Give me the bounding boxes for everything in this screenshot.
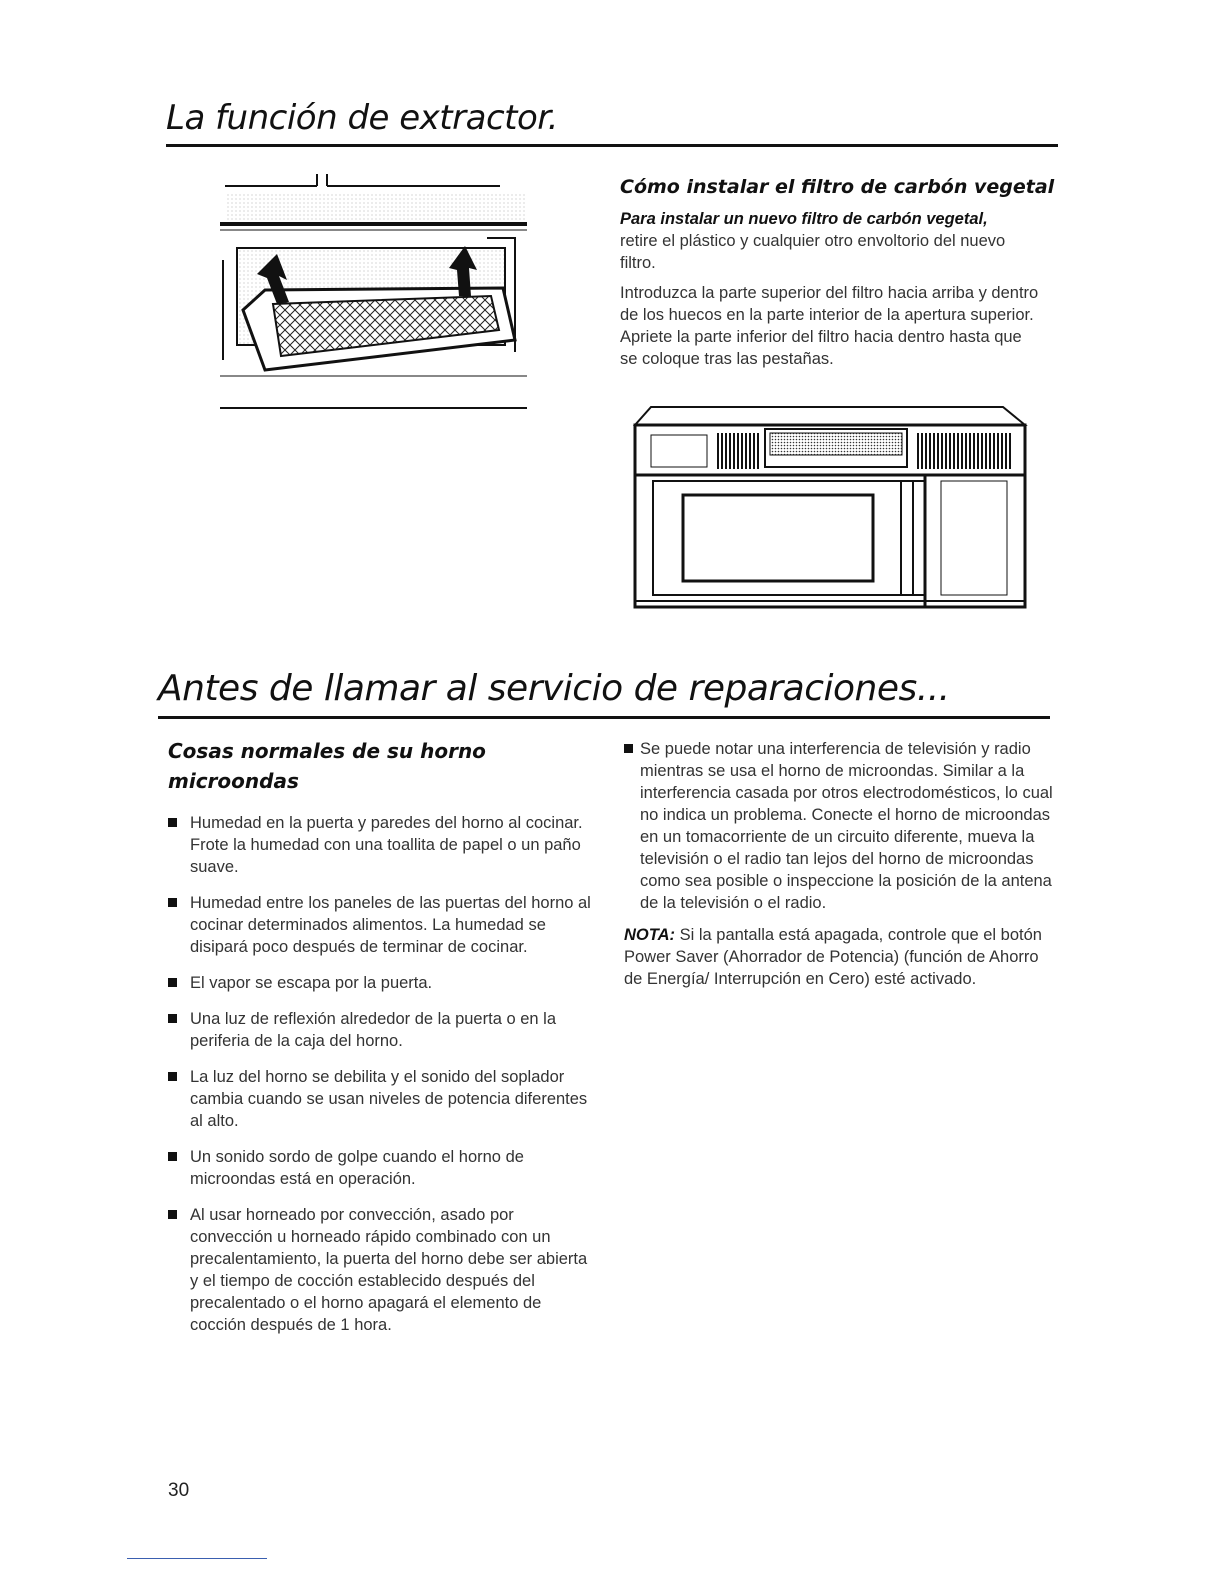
bullet-icon xyxy=(624,744,633,753)
microwave-front-illustration xyxy=(633,405,1033,611)
install-intro xyxy=(620,208,1040,274)
bullet-icon xyxy=(168,1210,177,1219)
normal-things-heading: Cosas normales de su horno microondas xyxy=(168,739,486,793)
title-underline xyxy=(166,144,1058,147)
install-filter-heading: Cómo instalar el filtro de carbón vegetal xyxy=(620,176,1055,198)
section-title-extractor: La función de extractor. xyxy=(166,98,558,138)
bullet-icon xyxy=(168,898,177,907)
bullet-icon xyxy=(168,1072,177,1081)
note-text: Si la pantalla está apagada, controle que el botón Power Saver (Ahorrador de Potencia) (función de Ahorro de Energía/ Interrupción en Cero) esté activado. xyxy=(624,926,1042,988)
footer-line xyxy=(127,1558,267,1559)
list-item: Al usar horneado por convección, asado por convección u horneado rápido combinado con un precalentamiento, la puerta del horno debe ser abierta y el tiempo de cocción establecido después del precalentado o el horno apagará el elemento de cocción después de 1 hora. xyxy=(168,1204,598,1336)
list-item: Humedad en la puerta y paredes del horno al cocinar. Frote la humedad con una toallita de papel o un paño suave. xyxy=(168,812,598,878)
bullet-icon xyxy=(168,978,177,987)
page-number: 30 xyxy=(168,1480,190,1501)
note-label: NOTA: xyxy=(624,926,676,944)
right-column xyxy=(624,738,1054,990)
list-item-interference: Se puede notar una interferencia de televisión y radio mientras se usa el horno de microondas. Similar a la interferencia casada por otros electrodomésticos, lo cual no indica un problema. Conecte el horno de microondas en un tomacorriente de un circuito diferente, mueva la televisión o el radio tan lejos del horno de microondas como sea posible o inspeccione la posición de la antena de la televisión o el radio. xyxy=(624,738,1054,914)
install-lead-rest: retire el plástico y cualquier otro envoltorio del nuevo filtro. xyxy=(620,232,1006,272)
bullet-icon xyxy=(168,1152,177,1161)
title-underline xyxy=(158,716,1050,719)
note-paragraph xyxy=(624,924,1054,990)
normal-things-list xyxy=(168,812,598,1350)
section-title-service: Antes de llamar al servicio de reparaciones... xyxy=(158,668,950,709)
list-item: Un sonido sordo de golpe cuando el horno de microondas está en operación. xyxy=(168,1146,598,1190)
charcoal-filter-illustration xyxy=(215,170,535,418)
bullet-icon xyxy=(168,1014,177,1023)
list-item: La luz del horno se debilita y el sonido del soplador cambia cuando se usan niveles de potencia diferentes al alto. xyxy=(168,1066,598,1132)
install-instructions xyxy=(620,208,1040,378)
bullet-icon xyxy=(168,818,177,827)
install-lead: Para instalar un nuevo filtro de carbón vegetal, xyxy=(620,210,988,228)
list-item: Humedad entre los paneles de las puertas del horno al cocinar determinados alimentos. La humedad se disipará poco después de terminar de cocinar. xyxy=(168,892,598,958)
list-item: El vapor se escapa por la puerta. xyxy=(168,972,598,994)
list-item: Una luz de reflexión alrededor de la puerta o en la periferia de la caja del horno. xyxy=(168,1008,598,1052)
install-paragraph: Introduzca la parte superior del filtro hacia arriba y dentro de los huecos en la parte interior de la apertura superior. Apriete la parte inferior del filtro hacia dentro hasta que se coloque tras las pestañas. xyxy=(620,284,1039,368)
